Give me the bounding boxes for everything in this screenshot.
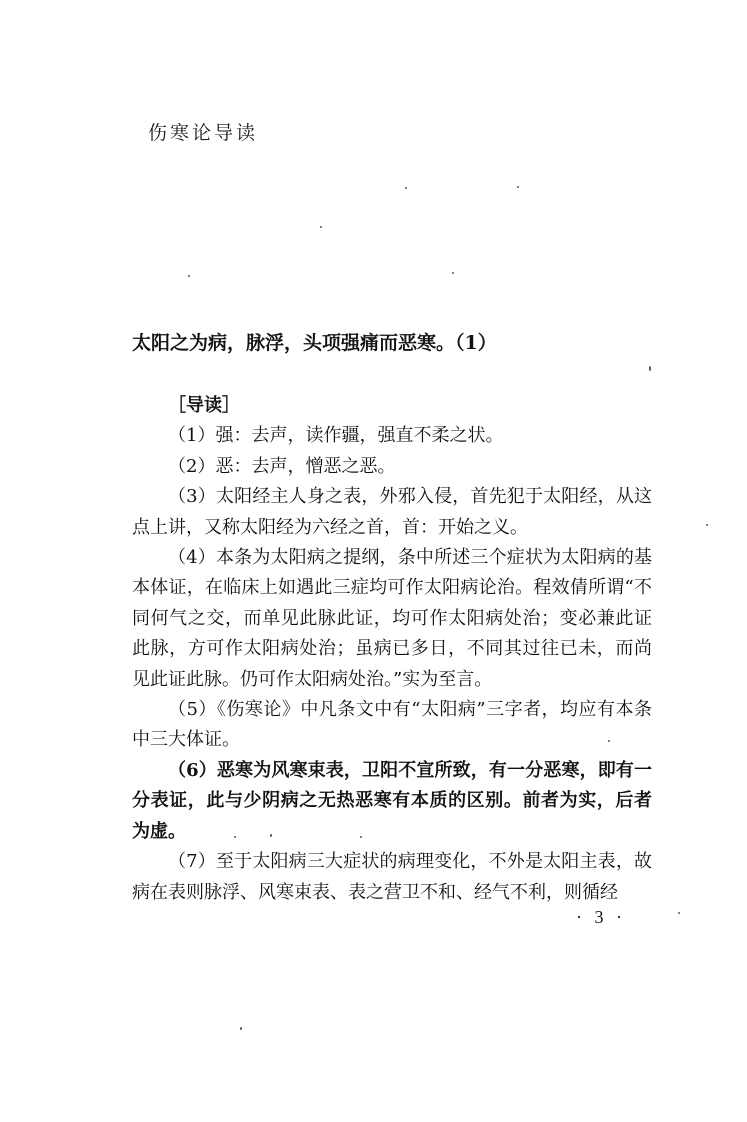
scan-speck xyxy=(360,836,362,838)
scan-speck xyxy=(320,226,322,228)
scan-speck xyxy=(188,275,190,277)
note-3: （3）太阳经主人身之表，外邪入侵，首先犯于太阳经，从这点上讲，又称太阳经为六经之首，首：开始之义。 xyxy=(132,486,652,538)
commentary-body xyxy=(132,391,652,908)
page-number: · 3 · xyxy=(576,907,626,927)
note-1: （1）强：去声，读作疆，强直不柔之状。 xyxy=(168,425,504,447)
scan-speck xyxy=(649,366,651,371)
guide-label: ［导读］ xyxy=(168,395,240,416)
note-7: （7）至于太阳病三大症状的病理变化，不外是太阳主表，故病在表则脉浮、风寒束表、表之营卫不和、经气不利，则循经 xyxy=(132,851,652,903)
note-5: （5）《伤寒论》中凡条文中有“太阳病”三字者，均应有本条中三大体证。 xyxy=(132,699,652,751)
scan-speck xyxy=(608,740,610,742)
running-header-title: 伤寒论导读 xyxy=(148,122,259,144)
scan-speck xyxy=(678,912,680,914)
scan-speck xyxy=(706,524,708,526)
note-4: （4）本条为太阳病之提纲，条中所述三个症状为太阳病的基本体证，在临床上如遇此三症均可作太阳病论治。程效倩所谓“不同何气之交，而单见此脉此证，均可作太阳病处治；变必兼此证此脉，方可作太阳病处治；虽病已多日，不同其过往已未，而尚见此证此脉。仍可作太阳病处治。”实为至言。 xyxy=(132,547,652,690)
note-2: （2）恶：去声，憎恶之恶。 xyxy=(168,455,396,477)
note-6: （6）恶寒为风寒束表，卫阳不宣所致，有一分恶寒，即有一分表证，此与少阴病之无热恶寒有本质的区别。前者为实，后者为虚。 xyxy=(132,759,652,842)
scan-speck xyxy=(240,1027,242,1030)
scan-speck xyxy=(517,186,519,188)
scan-speck xyxy=(405,187,407,189)
scan-speck xyxy=(452,272,454,274)
scan-speck xyxy=(270,834,272,837)
section-heading: 太阳之为病，脉浮，头项强痛而恶寒。（1） xyxy=(132,332,497,354)
scan-speck xyxy=(234,836,236,838)
